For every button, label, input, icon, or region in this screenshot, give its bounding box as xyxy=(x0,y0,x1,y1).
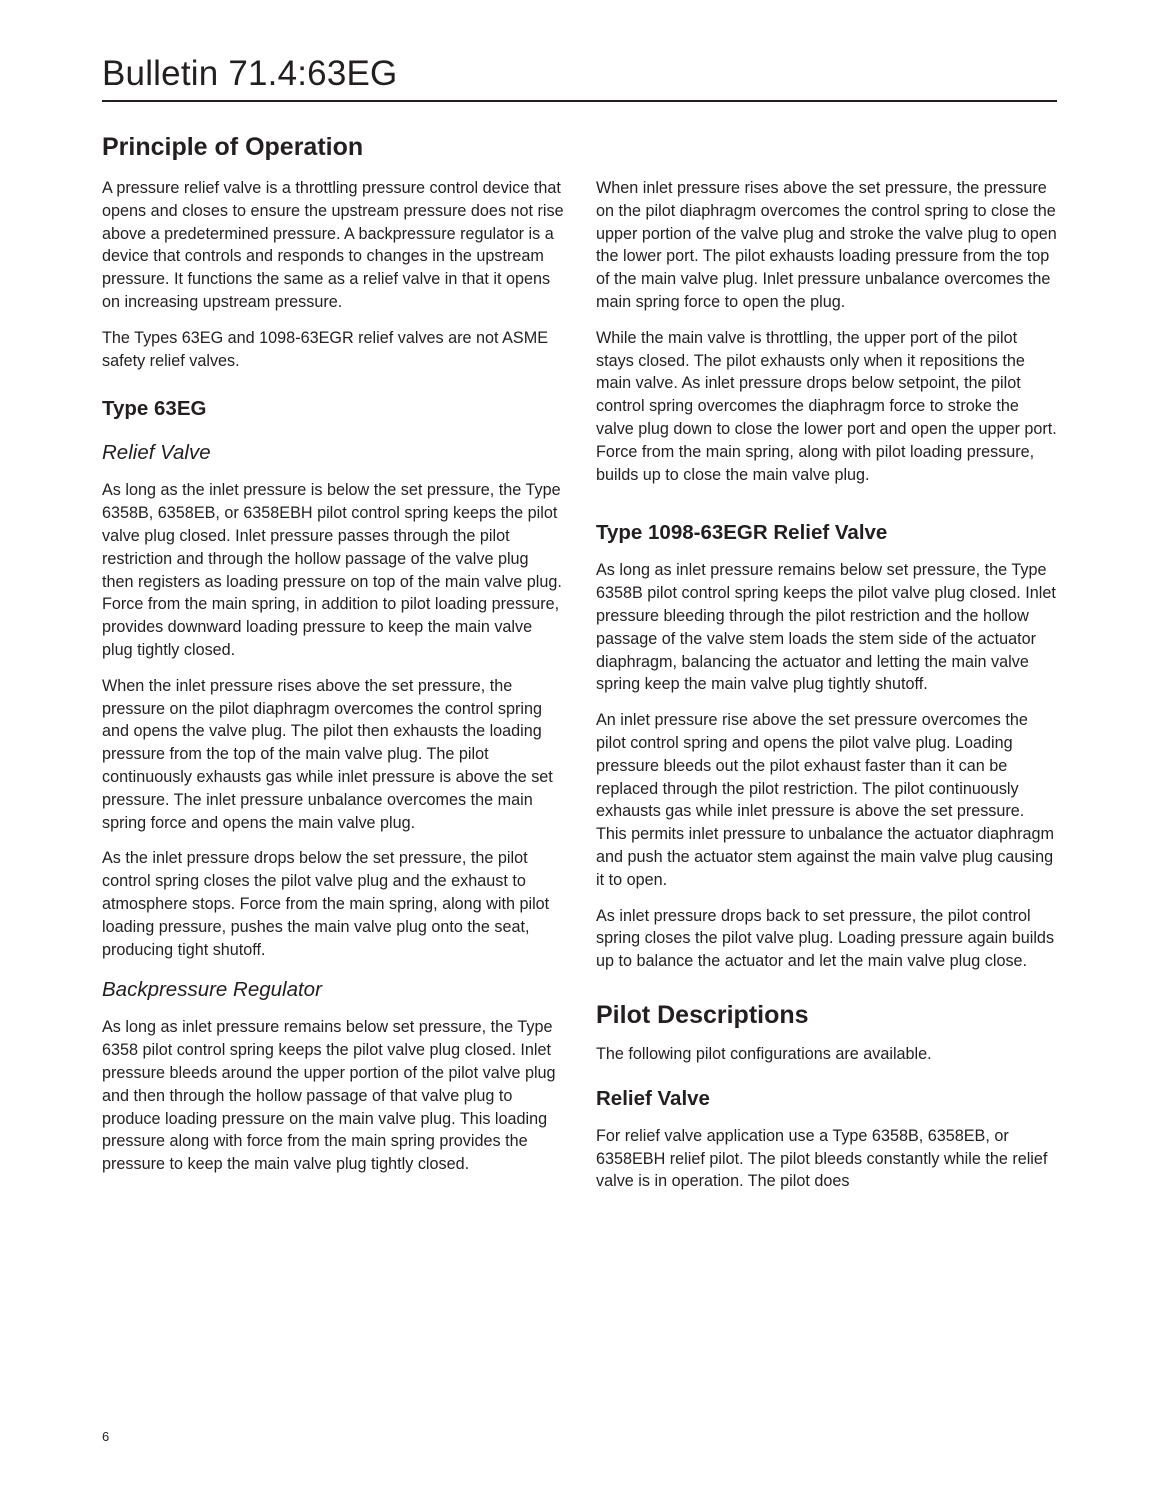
page-number: 6 xyxy=(102,1429,110,1444)
relief-paragraph-1: As long as the inlet pressure is below the set pressure, the Type 6358B, 6358EB, or 6358EBH pilot control spring keeps the pilot valve plug closed. Inlet pressure passes through the pilot restriction and through the hollow passage of the valve plug then registers as loading pressure on top of the main valve plug. Force from the main spring, in addition to pilot loading pressure, provides downward loading pressure to keep the main valve plug tightly closed. xyxy=(102,481,562,659)
bulletin-title: Bulletin 71.4:63EG xyxy=(102,54,398,93)
relief-pilot-paragraph: For relief valve application use a Type 6358B, 6358EB, or 6358EBH relief pilot. The pilot bleeds constantly while the relief valve is in operation. The pilot does xyxy=(596,1126,1048,1191)
pilot-paragraph-1: The following pilot configurations are available. xyxy=(596,1044,932,1063)
page-header xyxy=(102,50,1057,98)
header-rule xyxy=(102,100,1057,102)
pilot-descriptions-heading: Pilot Descriptions xyxy=(596,1000,809,1029)
egr-paragraph-2: An inlet pressure rise above the set pressure overcomes the pilot control spring and opens the pilot valve plug. Loading pressure bleeds out the pilot exhaust faster than it can be replaced through the pilot restriction. The pilot continuously exhausts gas while inlet pressure is above the set pressure. This permits inlet pressure to unbalance the actuator diaphragm and push the actuator stem against the main valve plug causing it to open. xyxy=(596,711,1054,889)
left-column xyxy=(102,177,564,1189)
egr-paragraph-1: As long as inlet pressure remains below set pressure, the Type 6358B pilot control spring keeps the pilot valve plug closed. Inlet pressure bleeding through the pilot restriction and the hollow passage of the valve stem loads the stem side of the actuator diaphragm, balancing the actuator and letting the main valve spring keep the main valve plug tightly shutoff. xyxy=(596,561,1056,694)
relief-paragraph-2: When the inlet pressure rises above the set pressure, the pressure on the pilot diaphragm overcomes the control spring and opens the valve plug. The pilot then exhausts the loading pressure from the top of the main valve plug. The pilot continuously exhausts gas while inlet pressure is above the set pressure. The inlet pressure unbalance overcomes the main spring force and opens the main valve plug. xyxy=(102,676,553,832)
intro-paragraph-1: A pressure relief valve is a throttling pressure control device that opens and closes to ensure the upstream pressure does not rise above a predetermined pressure. A backpressure regulator is a device that controls and responds to changes in the upstream pressure. It functions the same as a relief valve in that it opens on increasing upstream pressure. xyxy=(102,179,564,311)
backpressure-paragraph-2: When inlet pressure rises above the set pressure, the pressure on the pilot diaphragm overcomes the control spring to close the upper portion of the valve plug and stroke the valve plug to open the lower port. The pilot exhausts loading pressure from the top of the main valve plug. Inlet pressure unbalance overcomes the main spring force to open the plug. xyxy=(596,179,1057,311)
right-column xyxy=(596,177,1058,1206)
egr-paragraph-3: As inlet pressure drops back to set pressure, the pilot control spring closes the pilot valve plug. Loading pressure again builds up to balance the actuator and let the main valve plug close. xyxy=(596,906,1055,971)
type-63eg-heading: Type 63EG xyxy=(102,397,207,421)
type-1098-63egr-heading: Type 1098-63EGR Relief Valve xyxy=(596,521,888,545)
relief-valve-pilot-heading: Relief Valve xyxy=(596,1086,710,1110)
backpressure-paragraph-3: While the main valve is throttling, the upper port of the pilot stays closed. The pilot exhausts only when it repositions the main valve. As inlet pressure drops below setpoint, the pilot control spring overcomes the diaphragm force to stroke the valve plug down to close the lower port and open the upper port. Force from the main spring, along with pilot loading pressure, builds up to close the main valve plug. xyxy=(596,328,1057,484)
intro-paragraph-2: The Types 63EG and 1098-63EGR relief valves are not ASME safety relief valves. xyxy=(102,328,549,370)
relief-paragraph-3: As the inlet pressure drops below the set pressure, the pilot control spring closes the pilot valve plug and the exhaust to atmosphere stops. Force from the main spring, along with pilot loading pressure, pushes the main valve plug onto the seat, producing tight shutoff. xyxy=(102,849,550,959)
section-title: Principle of Operation xyxy=(102,133,364,161)
backpressure-regulator-subheading: Backpressure Regulator xyxy=(102,978,322,1002)
relief-valve-subheading: Relief Valve xyxy=(102,441,211,465)
backpressure-paragraph-1: As long as inlet pressure remains below set pressure, the Type 6358 pilot control spring keeps the pilot valve plug closed. Inlet pressure bleeds around the upper portion of the pilot valve plug and then through the hollow passage of that valve plug to produce loading pressure on the main valve plug. This loading pressure along with force from the main spring provides the pressure to keep the main valve plug tightly closed. xyxy=(102,1018,556,1174)
